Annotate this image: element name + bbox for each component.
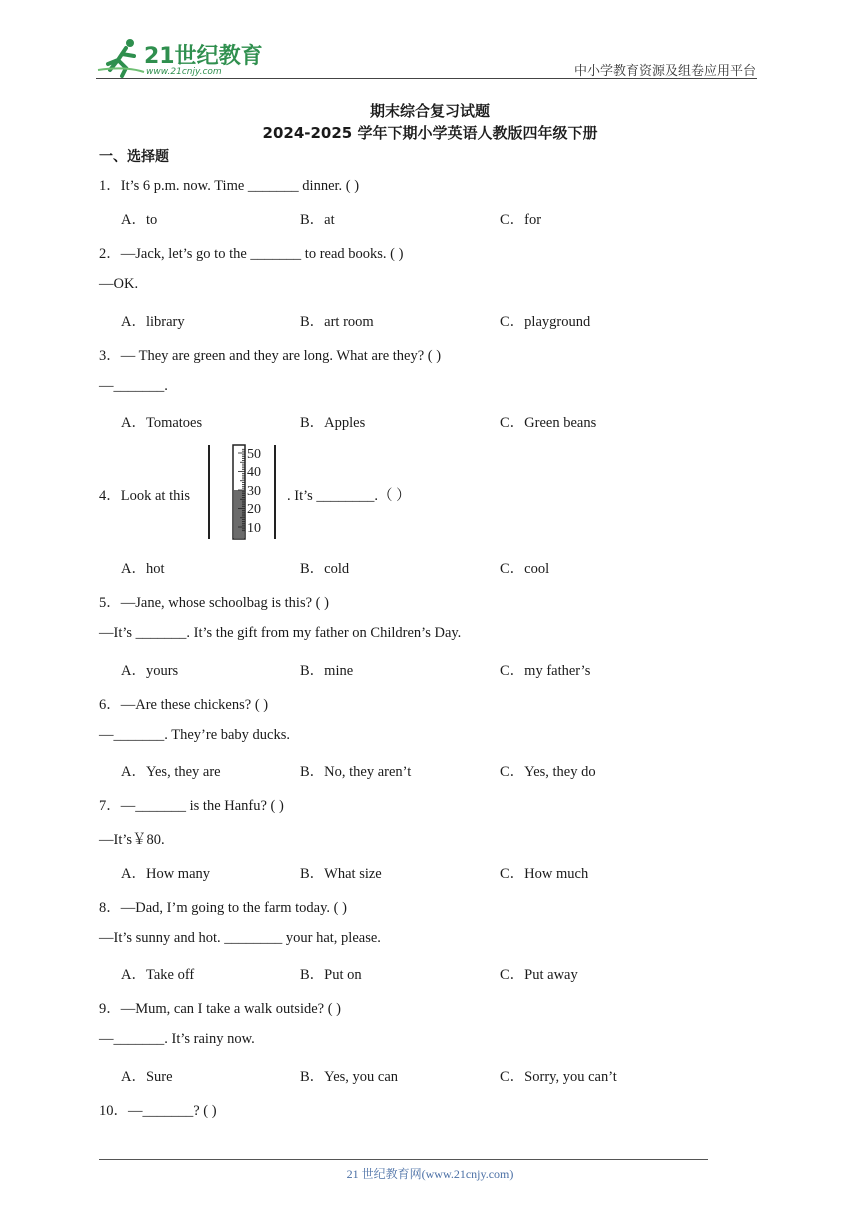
q2-option-a: A．library bbox=[121, 314, 185, 330]
question-6: 6．—Are these chickens? ( ) bbox=[99, 697, 269, 713]
logo-url: www.21cnjy.com bbox=[146, 67, 222, 77]
page-subtitle: 2024-2025 学年下期小学英语人教版四年级下册 bbox=[262, 124, 598, 142]
header-divider bbox=[96, 78, 757, 79]
question-7: 7．—_______ is the Hanfu? ( ) bbox=[99, 798, 284, 814]
q8-option-a: A．Take off bbox=[121, 967, 195, 983]
question-10: 10．—_______? ( ) bbox=[99, 1103, 217, 1119]
section-heading: 一、选择题 bbox=[99, 149, 169, 165]
q2-option-b: B．art room bbox=[300, 314, 374, 330]
q3-option-a: A．Tomatoes bbox=[121, 415, 203, 431]
question-7-reply: —It’s￥80. bbox=[99, 832, 165, 848]
q5-option-c: C．my father’s bbox=[500, 663, 591, 679]
q6-option-a: A．Yes, they are bbox=[121, 764, 221, 780]
question-9-reply: —_______. It’s rainy now. bbox=[99, 1031, 255, 1047]
q5-option-b: B．mine bbox=[300, 663, 354, 679]
page-title: 期末综合复习试题 bbox=[369, 102, 490, 120]
q1-option-a: A．to bbox=[121, 212, 158, 228]
question-9: 9．—Mum, can I take a walk outside? ( ) bbox=[99, 1001, 341, 1017]
q9-option-b: B．Yes, you can bbox=[300, 1069, 399, 1085]
question-2-reply: —OK. bbox=[99, 276, 139, 292]
q9-option-a: A．Sure bbox=[121, 1069, 173, 1085]
q3-option-b: B．Apples bbox=[300, 415, 366, 431]
tick-label-20: 20 bbox=[247, 502, 261, 517]
tick-label-30: 30 bbox=[247, 484, 261, 499]
question-2: 2．—Jack, let’s go to the _______ to read books. ( ) bbox=[99, 246, 404, 262]
tick-label-50: 50 bbox=[247, 447, 261, 462]
question-1: 1．It’s 6 p.m. now. Time _______ dinner. ( ) bbox=[99, 178, 360, 194]
q3-option-c: C．Green beans bbox=[500, 415, 597, 431]
thermometer-image bbox=[206, 443, 278, 541]
q6-option-c: C．Yes, they do bbox=[500, 764, 596, 780]
q8-option-b: B．Put on bbox=[300, 967, 362, 983]
q6-option-b: B．No, they aren’t bbox=[300, 764, 412, 780]
q4-option-c: C．cool bbox=[500, 561, 550, 577]
q4-option-a: A．hot bbox=[121, 561, 165, 577]
question-6-reply: —_______. They’re baby ducks. bbox=[99, 727, 291, 743]
footer-divider bbox=[99, 1159, 708, 1160]
question-5: 5．—Jane, whose schoolbag is this? ( ) bbox=[99, 595, 329, 611]
platform-name: 中小学教育资源及组卷应用平台 bbox=[573, 64, 756, 79]
q1-option-b: B．at bbox=[300, 212, 335, 228]
site-logo bbox=[96, 36, 266, 78]
question-5-reply: —It’s _______. It’s the gift from my father on Children’s Day. bbox=[99, 625, 462, 641]
q1-option-c: C．for bbox=[500, 212, 542, 228]
logo-text: 21世纪教育 bbox=[144, 44, 263, 69]
q5-option-a: A．yours bbox=[121, 663, 179, 679]
question-3-reply: —_______. bbox=[99, 378, 168, 394]
question-8: 8．—Dad, I’m going to the farm today. ( ) bbox=[99, 900, 347, 916]
q8-option-c: C．Put away bbox=[500, 967, 578, 983]
q9-option-c: C．Sorry, you can’t bbox=[500, 1069, 617, 1085]
q7-option-b: B．What size bbox=[300, 866, 382, 882]
q7-option-a: A．How many bbox=[121, 866, 211, 882]
question-3: 3．— They are green and they are long. What are they? ( ) bbox=[99, 348, 442, 364]
question-8-reply: —It’s sunny and hot. ________ your hat, please. bbox=[99, 930, 381, 946]
question-4-end: . It’s ________.（ ） bbox=[287, 488, 411, 504]
q7-option-c: C．How much bbox=[500, 866, 589, 882]
tick-label-10: 10 bbox=[247, 521, 261, 536]
question-4-start: 4．Look at this bbox=[99, 488, 191, 504]
tick-label-40: 40 bbox=[247, 465, 261, 480]
footer-text: 21 世纪教育网(www.21cnjy.com) bbox=[346, 1167, 514, 1181]
q2-option-c: C．playground bbox=[500, 314, 591, 330]
q4-option-b: B．cold bbox=[300, 561, 350, 577]
